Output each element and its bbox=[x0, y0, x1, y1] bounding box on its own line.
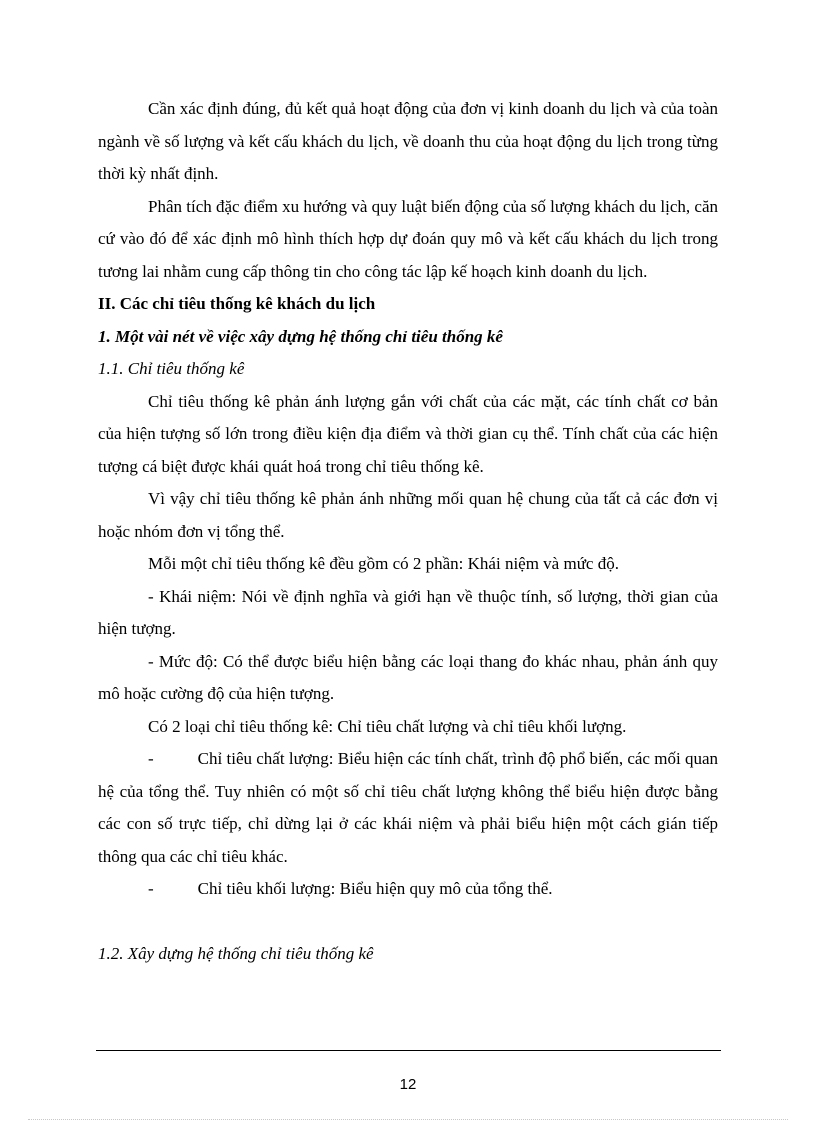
paragraph-indicator-types: Có 2 loại chỉ tiêu thống kê: Chỉ tiêu chất lượng và chỉ tiêu khối lượng. bbox=[148, 716, 627, 736]
subsection-heading-1-2: 1.2. Xây dựng hệ thống chỉ tiêu thống kê bbox=[98, 943, 374, 963]
paragraph-results: Cần xác định đúng, đủ kết quả hoạt động của đơn vị kinh doanh du lịch và của toàn ngành về số lượng và kết cấu khách du lịch, về doanh thu của hoạt động du lịch trong từng thời kỳ nhất định. bbox=[98, 99, 718, 183]
subsection-heading-1-1: 1.1. Chỉ tiêu thống kê bbox=[98, 359, 245, 378]
paragraph-indicator-parts: Mỗi một chỉ tiêu thống kê đều gồm có 2 phần: Khái niệm và mức độ. bbox=[148, 554, 619, 573]
bullet-quality bbox=[98, 743, 718, 873]
section-heading-2: II. Các chỉ tiêu thống kê khách du lịch bbox=[98, 294, 376, 313]
page-number: 12 bbox=[399, 1076, 417, 1093]
paragraph-analysis: Phân tích đặc điểm xu hướng và quy luật biến động của số lượng khách du lịch, căn cứ vào đó để xác định mô hình thích hợp dự đoán quy mô và kết cấu khách du lịch trong tương lai nhằm cung cấp thông tin cho công tác lập kế hoạch kinh doanh du lịch. bbox=[98, 196, 718, 281]
bullet-dash: - bbox=[148, 879, 154, 898]
bullet-quantity-text: Chỉ tiêu khối lượng: Biểu hiện quy mô của tổng thể. bbox=[197, 879, 553, 898]
paragraph-indicator-relations: Vì vậy chỉ tiêu thống kê phản ánh những mối quan hệ chung của tất cả các đơn vị hoặc nhóm đơn vị tổng thể. bbox=[98, 489, 718, 541]
blank-line bbox=[98, 906, 718, 938]
footer-rule bbox=[96, 1050, 721, 1051]
bullet-quality-text: Chỉ tiêu chất lượng: Biểu hiện các tính chất, trình độ phổ biến, các mối quan hệ của tổng thể. Tuy nhiên có một số chỉ tiêu chất lượng không thể biểu hiện được bằng các con số trực tiếp, chỉ dừng lại ở các khái niệm và phải biểu hiện một cách gián tiếp thông qua các chỉ tiêu khác. bbox=[98, 749, 718, 866]
page-border-dotted bbox=[28, 1119, 788, 1120]
paragraph-level: - Mức độ: Có thể được biểu hiện bằng các loại thang đo khác nhau, phản ánh quy mô hoặc cường độ của hiện tượng. bbox=[98, 651, 718, 703]
bullet-quantity bbox=[98, 873, 718, 906]
page-content bbox=[98, 93, 718, 970]
subsection-heading-1: 1. Một vài nét về việc xây dựng hệ thống chỉ tiêu thống kê bbox=[98, 326, 503, 346]
paragraph-concept: - Khái niệm: Nói về định nghĩa và giới hạn về thuộc tính, số lượng, thời gian của hiện tượng. bbox=[98, 586, 718, 638]
bullet-dash: - bbox=[148, 749, 154, 768]
paragraph-indicator-definition: Chỉ tiêu thống kê phản ánh lượng gắn với chất của các mặt, các tính chất cơ bản của hiện tượng số lớn trong điều kiện địa điểm và thời gian cụ thể. Tính chất của các hiện tượng cá biệt được khái quát hoá trong chỉ tiêu thống kê. bbox=[98, 391, 718, 476]
